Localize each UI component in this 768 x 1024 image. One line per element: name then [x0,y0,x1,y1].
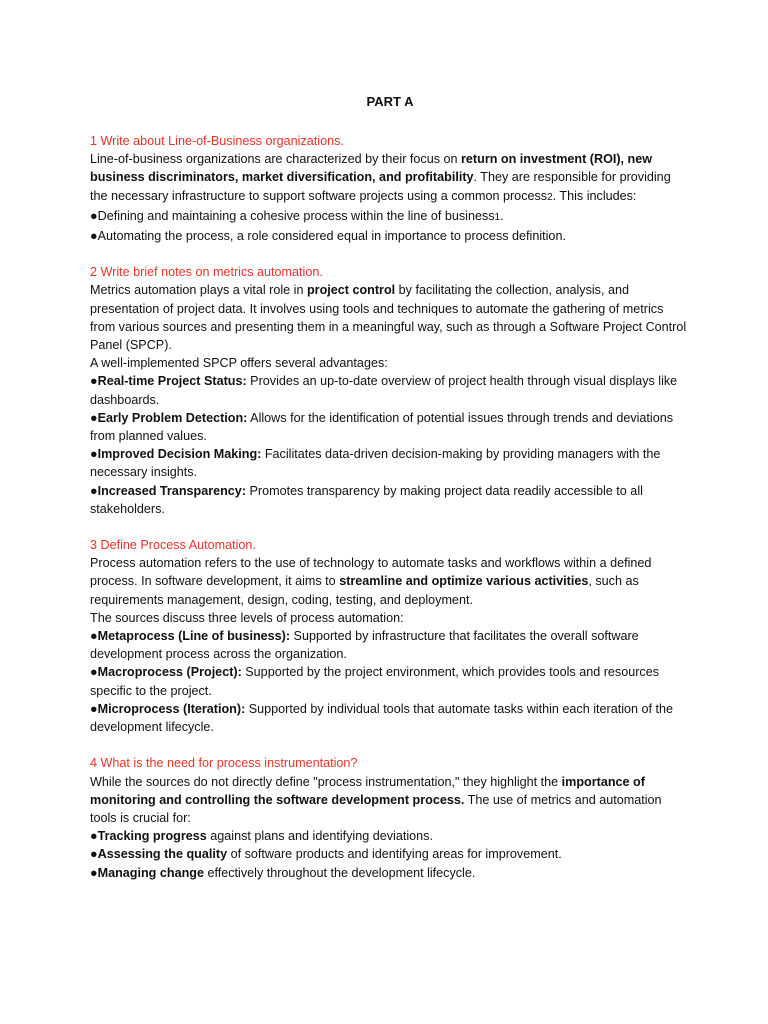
question-3-paragraph-2: The sources discuss three levels of process automation: [90,610,404,625]
q4-bold: importance of monitoring and controlling the software development process. [90,774,645,807]
q4-bullet-3-text: effectively throughout the development lifecycle. [203,865,476,880]
q4-bullet-2-lead: ●Assessing the quality [90,847,228,862]
q2-bullet-2-text: Allows for the identification of potential issues through trends and deviations from planned values. [90,410,674,444]
question-2-bullet [90,445,690,481]
page-title: PART A [366,94,414,109]
q4-bullet-2-text: of software products and identifying areas for improvement. [227,847,562,862]
q1-bullet-1-end: . [500,208,504,223]
q3-bullet-2-text: Supported by the project environment, which provides tools and resources specific to the project. [90,665,660,698]
question-3-heading: 3 Define Process Automation. [90,538,256,553]
q1-bullet-1-ref: 1 [494,211,501,223]
q3-bullet-3-lead: ●Microprocess (Iteration): [90,701,246,716]
q1-text-d: . This includes: [552,188,637,203]
q3-bullet-1-text: Supported by infrastructure that facilitates the overall software development process across the organization. [90,629,639,662]
question-4-bullet [90,845,690,863]
q1-text-c: . They are responsible for providing the necessary infrastructure to support software projects using a common process [90,170,671,203]
question-2-paragraph [90,281,690,354]
q2-bullet-2-lead: ●Early Problem Detection: [90,410,248,425]
section-1 [90,132,690,245]
q4-bullet-3-lead: ●Managing change [90,865,204,880]
q2-text-c: by facilitating the collection, analysis, and presentation of project data. It involves using tools and techniques to automate the gathering of metrics from various sources and presenting them in a meaningful way, such as through a Software Project Control Panel (SPCP). [90,283,687,353]
question-2-heading: 2 Write brief notes on metrics automation. [90,265,323,280]
section-4 [90,754,690,881]
question-3-bullet [90,627,690,663]
question-4-paragraph [90,773,690,828]
q3-bullet-2-lead: ●Macroprocess (Project): [90,665,242,680]
q3-text-c: , such as requirements management, design, coding, testing, and deployment. [90,574,639,607]
question-2-bullet [90,372,690,408]
document-content [90,90,690,900]
question-4-bullet [90,827,690,845]
q3-text-a: Process automation refers to the use of technology to automate tasks and workflows within a defined process. In software development, it aims to [90,556,652,589]
question-3-paragraph [90,554,690,609]
question-4-heading: 4 What is the need for process instrumentation? [90,756,358,771]
q2-bullet-3-lead: ●Improved Decision Making: [90,447,262,462]
question-3-bullet [90,700,690,736]
q2-bold: project control [306,283,396,298]
question-3-bullet [90,663,690,699]
q3-bullet-1-lead: ●Metaprocess (Line of business): [90,629,291,644]
question-2-bullet [90,482,690,518]
question-1-heading: 1 Write about Line-of-Business organizations. [90,134,344,148]
q1-text-a: Line-of-business organizations are characterized by their focus on [90,152,462,167]
q1-ref: 2 [547,191,553,203]
q1-bullet-1-text: ●Defining and maintaining a cohesive process within the line of business [90,208,495,223]
question-1-bullet-2: ●Automating the process, a role considered equal in importance to process definition. [90,229,566,244]
question-4-bullet [90,864,690,882]
q2-text-a: Metrics automation plays a vital role in [90,283,307,298]
section-3 [90,536,690,736]
q4-text-a: While the sources do not directly define "process instrumentation," they highlight the [90,774,562,789]
q2-bullet-4-lead: ●Increased Transparency: [90,483,247,498]
q4-bullet-1-text: against plans and identifying deviations. [206,829,433,844]
section-2 [90,263,690,518]
q2-bullet-1-lead: ●Real-time Project Status: [90,374,247,389]
question-1-bullet-1 [90,207,690,227]
q2-bullet-4-text: Promotes transparency by making project data readily accessible to all stakeholders. [90,483,643,516]
q3-bold: streamline and optimize various activities [339,574,589,589]
question-2-bullet [90,409,690,445]
q2-bullet-1-text: Provides an up-to-date overview of project health through visual displays like dashboards. [90,374,678,407]
q4-bullet-1-lead: ●Tracking progress [90,829,207,844]
q2-bullet-3-text: Facilitates data-driven decision-making by providing managers with the necessary insights. [90,447,661,480]
question-1-paragraph [90,150,690,207]
q4-text-c: The use of metrics and automation tools is crucial for: [90,792,662,825]
question-2-paragraph-2: A well-implemented SPCP offers several advantages: [90,356,388,371]
q1-bold: return on investment (ROI), new business discriminators, market diversification, and profitability [90,152,653,185]
q3-bullet-3-text: Supported by individual tools that automate tasks within each iteration of the development lifecycle. [90,701,674,735]
